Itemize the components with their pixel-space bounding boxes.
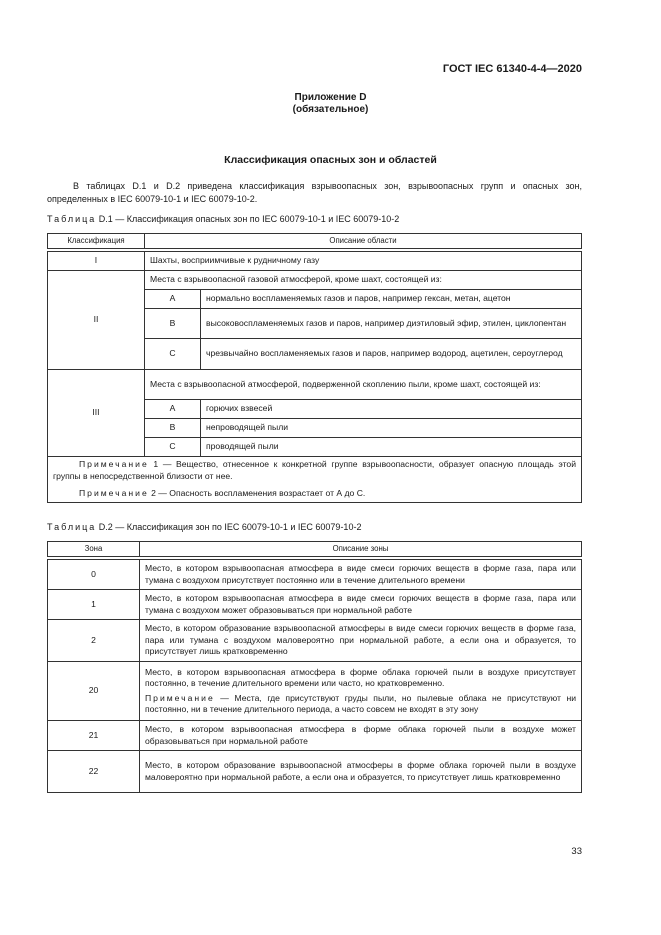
table-row xyxy=(48,721,582,751)
table2-header-zone: Зона xyxy=(48,542,140,557)
sub-text: непроводящей пыли xyxy=(201,419,582,438)
table2-header-row xyxy=(48,542,582,557)
table2-caption xyxy=(47,522,361,532)
zone-note xyxy=(145,693,576,716)
desc-cell: Места с взрывоопасной газовой атмосферой, кроме шахт, состоящей из: xyxy=(145,271,582,290)
table2-caption-text: D.2 — Классификация зон по IEC 60079-10-1 и IEC 60079-10-2 xyxy=(96,522,362,532)
table-d2 xyxy=(47,541,582,793)
table1-notes-row xyxy=(48,457,582,503)
table1-caption xyxy=(47,214,399,224)
sub-text: проводящей пыли xyxy=(201,438,582,457)
class-cell: III xyxy=(48,370,145,457)
sub-text: чрезвычайно воспламеняемых газов и паров, например водород, ацетилен, сероуглерод xyxy=(201,339,582,370)
zone-desc-text: Место, в котором взрывоопасная атмосфера в форме облака горючей пыли в воздухе присутствует постоянно, в течение длительного времени или часто, но кратковременно. xyxy=(145,666,576,688)
annex-status: (обязательное) xyxy=(292,104,369,115)
note-label: Примечание xyxy=(79,488,149,498)
zone-cell: 1 xyxy=(48,590,140,620)
intro-paragraph: В таблицах D.1 и D.2 приведена классификация взрывоопасных зон, взрывоопасных групп и опасных зон, определенных в IEC 60079-10-1 и IEC 60079-10-2. xyxy=(47,181,582,204)
table-row xyxy=(48,620,582,662)
table-row xyxy=(48,751,582,793)
zone-cell: 21 xyxy=(48,721,140,751)
sub-code: B xyxy=(145,419,201,438)
table-row xyxy=(48,590,582,620)
table-row xyxy=(48,560,582,590)
zone-desc-cell: Место, в котором взрывоопасная атмосфера в виде смеси горючих веществ в форме газа, пара или тумана с воздухом может образовываться при нормальной работе xyxy=(140,590,582,620)
table-row xyxy=(48,662,582,721)
table1-notes xyxy=(48,457,582,503)
desc-cell: Шахты, восприимчивые к рудничному газу xyxy=(145,252,582,271)
table2-caption-prefix: Таблица xyxy=(47,522,97,532)
zone-desc-cell: Место, в котором образование взрывоопасной атмосферы в форме облака горючей пыли в воздухе маловероятно при нормальной работе, а если она и образуется, то присутствует лишь кратковременно xyxy=(140,751,582,793)
table1-header-classification: Классификация xyxy=(48,234,145,249)
section-title: Классификация опасных зон и областей xyxy=(224,154,437,166)
sub-text: нормально воспламеняемых газов и паров, например гексан, метан, ацетон xyxy=(201,290,582,309)
note-text: 2 — Опасность воспламенения возрастает от А до С. xyxy=(148,488,366,498)
zone-cell: 0 xyxy=(48,560,140,590)
table1-note-1 xyxy=(53,459,576,482)
class-cell: I xyxy=(48,252,145,271)
sub-text: горючих взвесей xyxy=(201,400,582,419)
table1-caption-text: D.1 — Классификация опасных зон по IEC 60079-10-1 и IEC 60079-10-2 xyxy=(96,214,400,224)
annex-title: Приложение D xyxy=(294,92,367,103)
note-label: Примечание xyxy=(145,692,215,703)
sub-text: высоковоспламеняемых газов и паров, например диэтиловый эфир, этилен, циклопентан xyxy=(201,309,582,339)
zone-cell: 2 xyxy=(48,620,140,662)
note-label: Примечание xyxy=(79,459,149,469)
sub-code: A xyxy=(145,400,201,419)
table1-header-description: Описание области xyxy=(145,234,582,249)
zone-desc-cell: Место, в котором взрывоопасная атмосфера в форме облака горючей пыли в воздухе может образовываться при нормальной работе xyxy=(140,721,582,751)
table1-header-row xyxy=(48,234,582,249)
zone-desc-cell xyxy=(140,662,582,721)
table2-header-description: Описание зоны xyxy=(140,542,582,557)
sub-code: C xyxy=(145,438,201,457)
note-text: — Места, где присутствуют груды пыли, но пылевые облака не присутствуют ни постоянно, ни в течение длительного периода, а часто совсем не входят в эту зону xyxy=(145,692,576,714)
page-number: 33 xyxy=(571,846,582,857)
class-cell: II xyxy=(48,271,145,370)
desc-cell: Места с взрывоопасной атмосферой, подверженной скоплению пыли, кроме шахт, состоящей из: xyxy=(145,370,582,400)
table1-caption-prefix: Таблица xyxy=(47,214,97,224)
table-row xyxy=(48,252,582,271)
table-d1 xyxy=(47,233,582,503)
standard-header: ГОСТ IEC 61340-4-4—2020 xyxy=(442,63,582,75)
zone-desc-cell: Место, в котором образование взрывоопасной атмосферы в виде смеси горючих веществ в форме газа, пара или тумана с воздухом маловероятно при нормальной работе, а если она и образуется, то присутствует лишь кратковременно xyxy=(140,620,582,662)
sub-code: B xyxy=(145,309,201,339)
table-row xyxy=(48,370,582,400)
note-text: 1 — Вещество, отнесенное к конкретной группе взрывоопасности, образует опасную площадь этой группы в непосредственной близости от нее. xyxy=(53,459,576,481)
zone-desc-cell: Место, в котором взрывоопасная атмосфера в виде смеси горючих веществ в форме газа, пара или тумана с воздухом присутствует постоянно или в течение длительного времени xyxy=(140,560,582,590)
sub-code: C xyxy=(145,339,201,370)
zone-cell: 22 xyxy=(48,751,140,793)
table1-note-2 xyxy=(53,488,576,500)
zone-cell: 20 xyxy=(48,662,140,721)
sub-code: A xyxy=(145,290,201,309)
table-row xyxy=(48,271,582,290)
